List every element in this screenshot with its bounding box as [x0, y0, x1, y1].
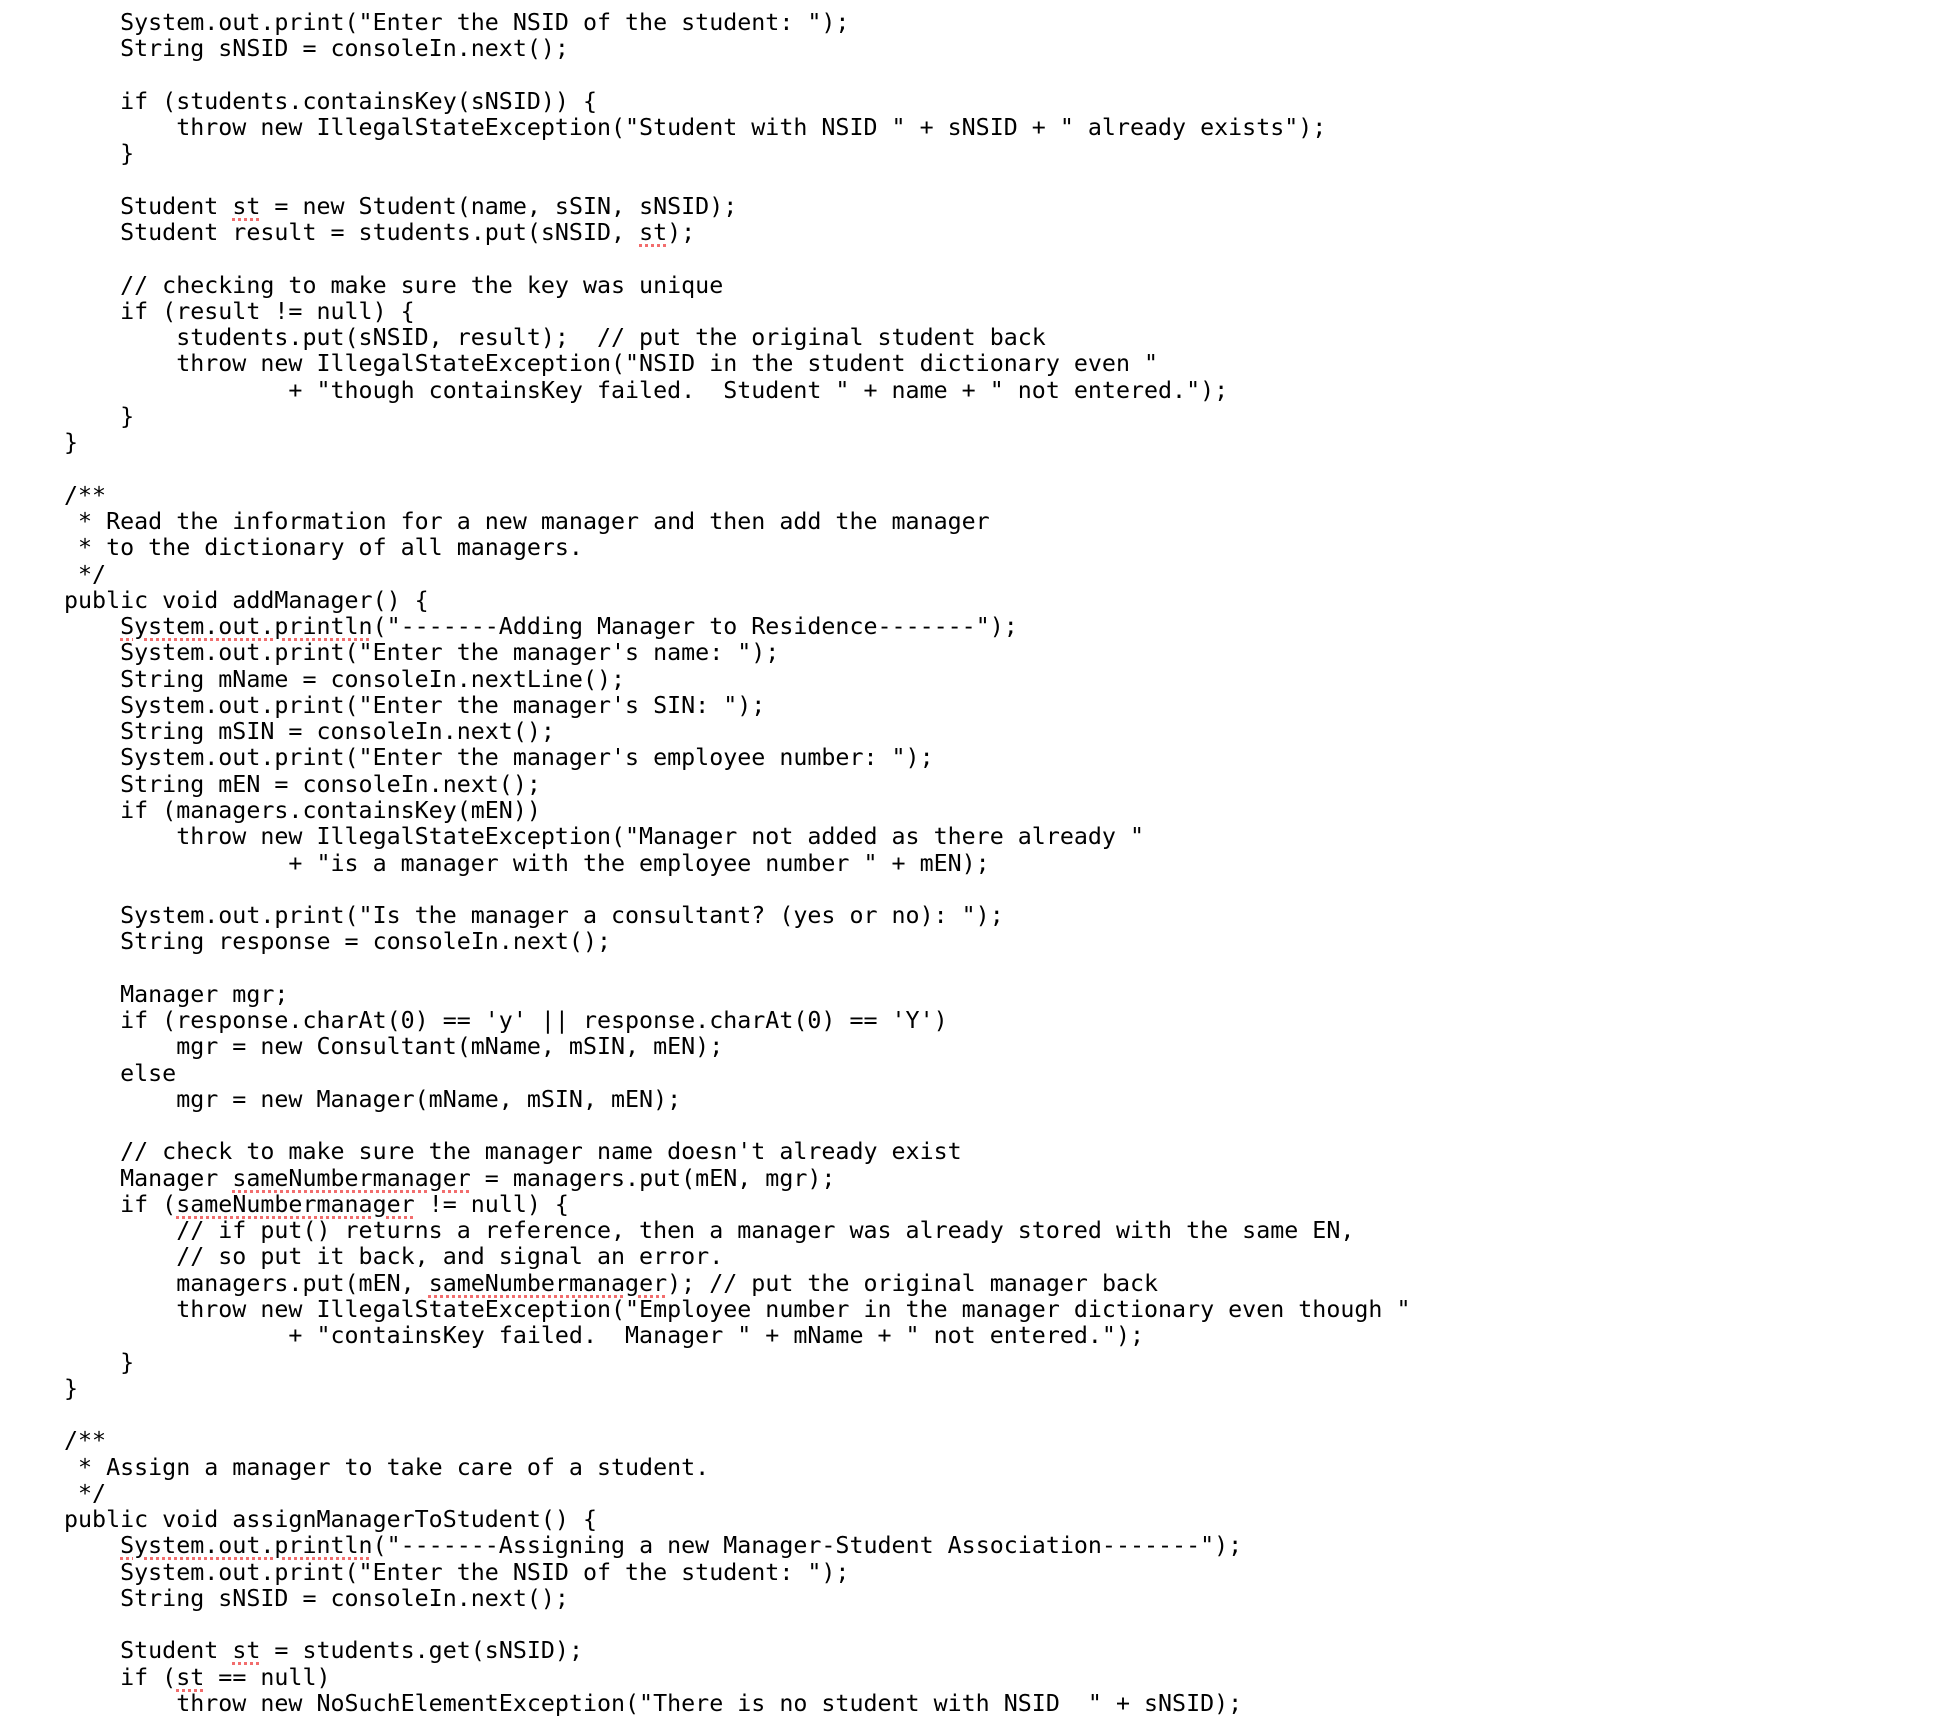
code-token: String mName = consoleIn.nextLine();	[64, 665, 626, 693]
code-token	[64, 1532, 120, 1559]
code-token: String response = consoleIn.next();	[64, 928, 612, 956]
code-token: + "though containsKey failed. Student " + name + " not entered.");	[64, 376, 1229, 404]
code-line[interactable]	[64, 63, 1411, 89]
code-line[interactable]	[64, 1376, 1411, 1402]
code-token: // if put() returns a reference, then a manager was already stored with the same EN,	[64, 1217, 1355, 1245]
code-token: if (managers.containsKey(mEN))	[64, 796, 541, 824]
code-line[interactable]	[64, 378, 1411, 404]
code-token: throw new IllegalStateException("Employee number in the manager dictionary even though "	[64, 1296, 1411, 1324]
misspelled-word: sameNumbermanager	[232, 1164, 471, 1192]
code-line[interactable]	[64, 1323, 1411, 1349]
code-token: */	[64, 560, 107, 588]
code-line[interactable]	[64, 798, 1411, 824]
code-token: if (students.containsKey(sNSID)) {	[64, 87, 597, 115]
code-token: System.out.print("Enter the manager's employee number: ");	[64, 744, 934, 772]
code-token: System.out.print("Enter the NSID of the student: ");	[64, 1558, 850, 1586]
code-line[interactable]	[64, 1034, 1411, 1060]
code-token: }	[64, 1374, 79, 1402]
code-line[interactable]	[64, 1061, 1411, 1087]
code-token: public void addManager() {	[64, 586, 429, 614]
code-line[interactable]	[64, 1533, 1411, 1559]
code-token: Manager	[64, 1164, 233, 1192]
misspelled-word: System.out.println	[120, 613, 373, 641]
code-token: if (result != null) {	[64, 297, 415, 325]
code-token: managers.put(mEN,	[64, 1269, 429, 1297]
code-line[interactable]	[64, 1665, 1411, 1691]
misspelled-word: st	[639, 219, 668, 247]
code-text[interactable]	[64, 10, 1411, 1717]
code-token: // check to make sure the manager name doesn't already exist	[64, 1138, 962, 1166]
code-token: != null) {	[414, 1190, 569, 1218]
code-token: if (response.charAt(0) == 'y' || response.charAt(0) == 'Y')	[64, 1007, 948, 1035]
code-line[interactable]	[64, 1455, 1411, 1481]
code-token: = new Student(name, sSIN, sNSID);	[260, 192, 738, 220]
code-token: // checking to make sure the key was unique	[64, 271, 724, 299]
code-line[interactable]	[64, 1481, 1411, 1507]
code-line[interactable]	[64, 1244, 1411, 1270]
code-line[interactable]	[64, 220, 1411, 246]
code-line[interactable]	[64, 929, 1411, 955]
code-token: * Assign a manager to take care of a student.	[64, 1453, 710, 1481]
code-token: );	[667, 219, 696, 247]
code-token: Student result = students.put(sNSID,	[64, 219, 640, 247]
code-token: * to the dictionary of all managers.	[64, 534, 583, 562]
code-line[interactable]	[64, 194, 1411, 220]
code-line[interactable]	[64, 851, 1411, 877]
code-token: Student	[64, 1637, 233, 1665]
code-token: String sNSID = consoleIn.next();	[64, 35, 569, 63]
code-line[interactable]	[64, 982, 1411, 1008]
misspelled-word: st	[232, 192, 261, 220]
code-token: String mEN = consoleIn.next();	[64, 770, 541, 798]
code-token: students.put(sNSID, result); // put the original student back	[64, 324, 1046, 352]
code-line[interactable]	[64, 903, 1411, 929]
code-line[interactable]	[64, 1271, 1411, 1297]
code-token: Manager mgr;	[64, 980, 289, 1008]
code-token: + "containsKey failed. Manager " + mName + " not entered.");	[64, 1322, 1144, 1350]
misspelled-word: System.out.println	[120, 1532, 373, 1560]
code-token: mgr = new Consultant(mName, mSIN, mEN);	[64, 1033, 724, 1061]
code-line[interactable]	[64, 1507, 1411, 1533]
code-line[interactable]	[64, 168, 1411, 194]
code-line[interactable]	[64, 1192, 1411, 1218]
code-token: if (	[64, 1190, 177, 1218]
misspelled-word: st	[232, 1637, 261, 1665]
code-line[interactable]	[64, 1218, 1411, 1244]
code-token: public void assignManagerToStudent() {	[64, 1506, 597, 1534]
code-line[interactable]	[64, 824, 1411, 850]
code-line[interactable]	[64, 246, 1411, 272]
code-token: String sNSID = consoleIn.next();	[64, 1584, 569, 1612]
code-line[interactable]	[64, 877, 1411, 903]
code-line[interactable]	[64, 1402, 1411, 1428]
misspelled-word: sameNumbermanager	[428, 1269, 668, 1297]
code-line[interactable]	[64, 1139, 1411, 1165]
code-line[interactable]	[64, 956, 1411, 982]
code-token: /**	[64, 1427, 107, 1455]
misspelled-word: st	[176, 1663, 205, 1691]
code-line[interactable]	[64, 115, 1411, 141]
code-line[interactable]	[64, 693, 1411, 719]
code-line[interactable]	[64, 299, 1411, 325]
code-token: ("-------Assigning a new Manager-Student Association-------");	[372, 1532, 1243, 1560]
code-token: /**	[64, 481, 107, 509]
code-line[interactable]	[64, 719, 1411, 745]
code-line[interactable]	[64, 430, 1411, 456]
code-line[interactable]	[64, 141, 1411, 167]
code-token: // so put it back, and signal an error.	[64, 1243, 724, 1271]
code-line[interactable]	[64, 1638, 1411, 1664]
code-token: System.out.print("Is the manager a consultant? (yes or no): ");	[64, 902, 1004, 930]
code-line[interactable]	[64, 483, 1411, 509]
code-line[interactable]	[64, 36, 1411, 62]
code-token: throw new IllegalStateException("Student with NSID " + sNSID + " already exists");	[64, 114, 1327, 142]
code-line[interactable]	[64, 1560, 1411, 1586]
code-token: }	[64, 429, 79, 457]
code-token: mgr = new Manager(mName, mSIN, mEN);	[64, 1085, 682, 1113]
code-line[interactable]	[64, 614, 1411, 640]
code-token: ("-------Adding Manager to Residence-------");	[372, 613, 1018, 641]
code-token: }	[64, 1348, 135, 1376]
code-line[interactable]	[64, 10, 1411, 36]
code-token: throw new NoSuchElementException("There is no student with NSID " + sNSID);	[64, 1690, 1243, 1717]
code-token: }	[64, 140, 135, 168]
code-line[interactable]	[64, 640, 1411, 666]
code-line[interactable]	[64, 562, 1411, 588]
code-line[interactable]	[64, 667, 1411, 693]
code-token: == null)	[204, 1663, 331, 1691]
code-line[interactable]	[64, 1612, 1411, 1638]
code-line[interactable]	[64, 1691, 1411, 1717]
code-line[interactable]	[64, 1087, 1411, 1113]
code-line[interactable]	[64, 509, 1411, 535]
code-token: + "is a manager with the employee number " + mEN);	[64, 849, 990, 877]
code-line[interactable]	[64, 772, 1411, 798]
code-token	[64, 613, 120, 640]
code-line[interactable]	[64, 325, 1411, 351]
code-token: System.out.print("Enter the manager's SIN: ");	[64, 691, 766, 719]
code-line[interactable]	[64, 1008, 1411, 1034]
code-token: throw new IllegalStateException("NSID in the student dictionary even "	[64, 350, 1159, 378]
code-line[interactable]	[64, 745, 1411, 771]
code-line[interactable]	[64, 588, 1411, 614]
code-token: */	[64, 1479, 107, 1507]
code-token: * Read the information for a new manager and then add the manager	[64, 508, 990, 536]
code-line[interactable]	[64, 1586, 1411, 1612]
code-token: Student	[64, 192, 233, 220]
code-token: if (	[64, 1663, 177, 1691]
code-line[interactable]	[64, 457, 1411, 483]
code-line[interactable]	[64, 1350, 1411, 1376]
code-token: }	[64, 402, 135, 430]
code-line[interactable]	[64, 89, 1411, 115]
code-line[interactable]	[64, 273, 1411, 299]
misspelled-word: sameNumbermanager	[176, 1190, 415, 1218]
code-line[interactable]	[64, 1297, 1411, 1323]
code-line[interactable]	[64, 1428, 1411, 1454]
code-line[interactable]	[64, 351, 1411, 377]
code-token: throw new IllegalStateException("Manager not added as there already "	[64, 823, 1144, 851]
code-line[interactable]	[64, 535, 1411, 561]
code-token: ); // put the original manager back	[667, 1269, 1159, 1297]
code-token: = students.get(sNSID);	[260, 1637, 583, 1665]
code-line[interactable]	[64, 404, 1411, 430]
code-line[interactable]	[64, 1113, 1411, 1139]
code-line[interactable]	[64, 1166, 1411, 1192]
code-token: String mSIN = consoleIn.next();	[64, 718, 555, 746]
code-token: System.out.print("Enter the manager's name: ");	[64, 639, 780, 667]
code-token: else	[64, 1059, 177, 1087]
code-token: System.out.print("Enter the NSID of the student: ");	[64, 9, 850, 36]
code-token: = managers.put(mEN, mgr);	[470, 1164, 836, 1192]
